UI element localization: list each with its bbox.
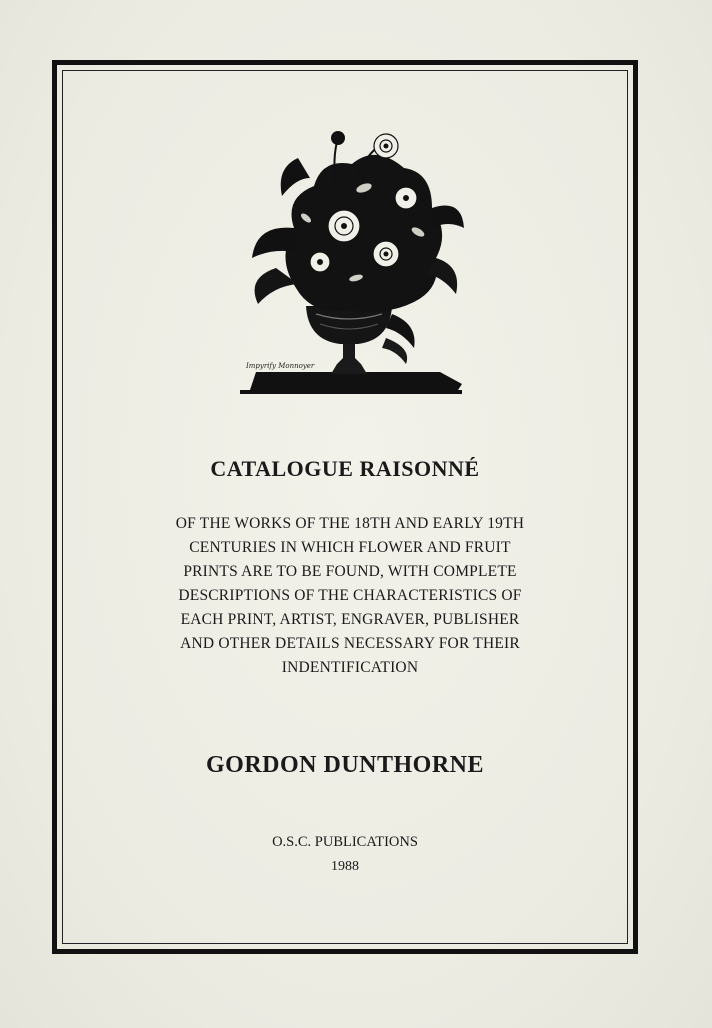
- book-title: CATALOGUE RAISONNÉ: [210, 456, 480, 481]
- subtitle-line: DESCRIPTIONS OF THE CHARACTERISTICS OF: [178, 587, 522, 604]
- subtitle-line: PRINTS ARE TO BE FOUND, WITH COMPLETE: [183, 563, 517, 580]
- svg-text:Impyrify Monnoyer: Impyrify Monnoyer: [246, 362, 315, 370]
- flower-vase-engraving-icon: [236, 128, 466, 398]
- publication-year: 1988: [331, 859, 359, 874]
- subtitle-line: CENTURIES IN WHICH FLOWER AND FRUIT: [189, 539, 511, 556]
- subtitle-line: EACH PRINT, ARTIST, ENGRAVER, PUBLISHER: [180, 611, 520, 628]
- publisher-name: O.S.C. PUBLICATIONS: [272, 834, 418, 850]
- subtitle-line: INDENTIFICATION: [281, 659, 419, 676]
- subtitle-line: AND OTHER DETAILS NECESSARY FOR THEIR: [180, 635, 520, 652]
- subtitle-line: OF THE WORKS OF THE 18TH AND EARLY 19TH: [175, 515, 525, 532]
- book-subtitle: [130, 512, 570, 680]
- author-name: GORDON DUNTHORNE: [205, 752, 484, 778]
